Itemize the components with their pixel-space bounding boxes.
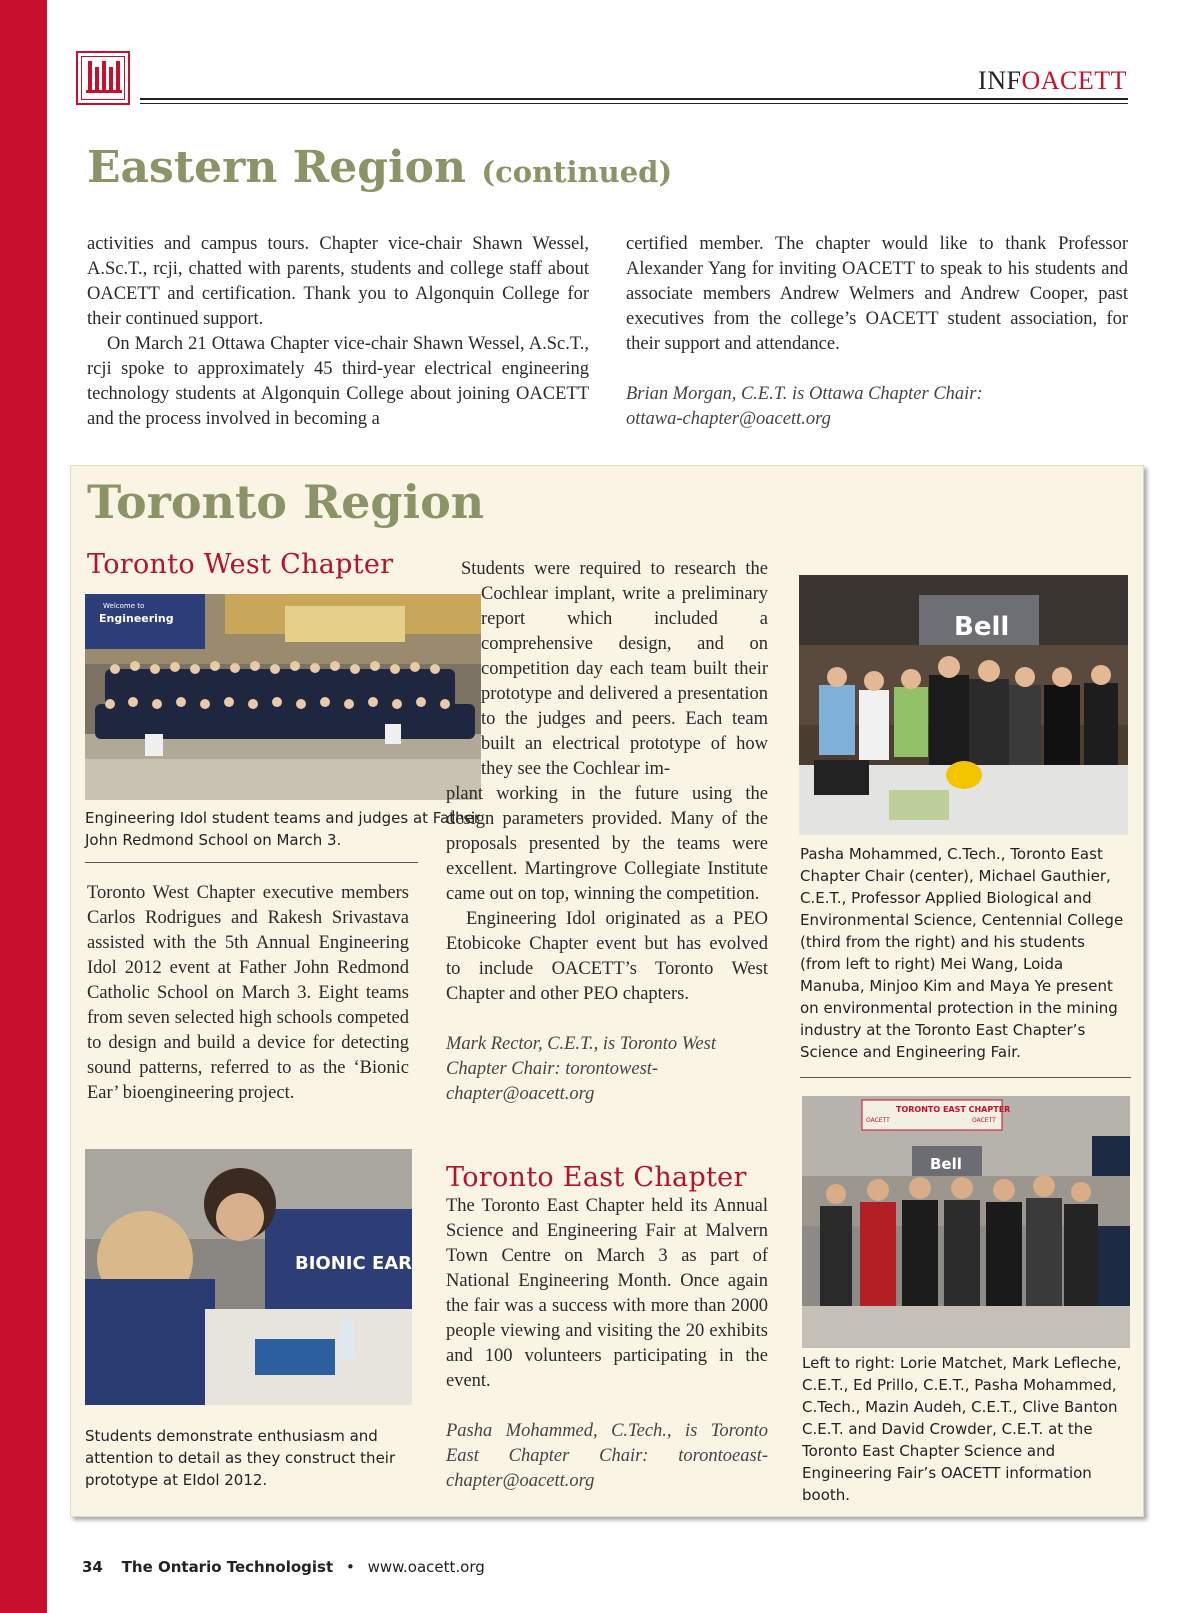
toronto-west-signature: Mark Rector, C.E.T., is Toronto West Chapter Chair: torontowest-chapter@oacett.org [446, 1034, 716, 1104]
caption-divider [800, 1077, 1131, 1078]
toronto-east-title: Toronto East Chapter [446, 1162, 747, 1193]
header-prefix: INF [978, 66, 1022, 95]
section-header [978, 66, 1127, 96]
toronto-west-title: Toronto West Chapter [87, 549, 394, 580]
photo-banner-logo-left: OACETT [866, 1117, 890, 1124]
toronto-region-title: Toronto Region [87, 475, 485, 529]
eastern-title-suffix: (continued) [481, 155, 673, 189]
oacett-logo [76, 51, 130, 105]
eastern-region-title [87, 142, 672, 193]
footer-bullet: • [345, 1558, 355, 1576]
photo-banner-text: Engineering [99, 612, 174, 625]
toronto-west-body [87, 881, 409, 1106]
eastern-signature: Brian Morgan, C.E.T. is Ottawa Chapter Chair: [626, 384, 983, 404]
toronto-west-paragraph: Toronto West Chapter executive members Carlos Rodrigues and Rakesh Srivastava assisted with the 5th Annual Engineering Idol 2012 event at Father John Redmond Catholic School on March 3. Eight teams from seven selected high schools competed to design and build a device for detecting sound patterns, referred to as the ‘Bionic Ear’ bioengineering project. [87, 883, 409, 1103]
eastern-paragraph: activities and campus tours. Chapter vice-chair Shawn Wessel, A.Sc.T., rcji, chatted with parents, students and college staff about OACETT and certification. Thank you to Algonquin College for their continued support. [87, 234, 589, 329]
toronto-west-middle-column [446, 557, 768, 1107]
caption-divider [85, 862, 418, 863]
photo-banner-small-text: Welcome to [103, 602, 145, 610]
toronto-east-body [446, 1194, 768, 1494]
middle-paragraph: Engineering Idol originated as a PEO Etobicoke Chapter event but has evolved to include OACETT’s Toronto West Chapter and other PEO chapters. [446, 909, 768, 1004]
header-rule-thin [140, 103, 1128, 104]
photo-shirt-text: BIONIC EAR [295, 1253, 412, 1274]
toronto-east-paragraph: The Toronto East Chapter held its Annual Science and Engineering Fair at Malvern Town Centre on March 3 as part of National Engineering Month. Once again the fair was a success with more than 2000 people viewing and visiting the 20 exhibits and 100 volunteers participating in the event. [446, 1196, 768, 1391]
toronto-east-signature: Pasha Mohammed, C.Tech., is Toronto East Chapter Chair: torontoeast-chapter@oacett.org [446, 1421, 768, 1491]
photo-bell-sign-2: Bell [930, 1155, 962, 1173]
eastern-column-2 [626, 232, 1128, 432]
header-accent: OACETT [1021, 66, 1127, 95]
publication-name: The Ontario Technologist [121, 1558, 334, 1576]
photo-banner-logo-right: OACETT [972, 1117, 996, 1124]
header-rule [140, 98, 1128, 100]
middle-indented-paragraph: Students were required to research the Cochlear implant, write a preliminary report which included a comprehensive design, and on competition day each team built their prototype and delivered a presentation to the judges and peers. Each team built an electrical prototype of how they see the Cochlear im- [461, 559, 768, 779]
idol-photo-caption: Engineering Idol student teams and judges at Father John Redmond School on March 3. [85, 809, 481, 849]
eastern-title-text: Eastern Region [87, 142, 467, 193]
left-red-bar [0, 0, 47, 1613]
middle-paragraph: plant working in the future using the design parameters provided. Many of the proposals presented by the teams were excellent. Martingrove Collegiate Institute came out on top, winning the competition. [446, 784, 768, 904]
science-fair-booth-photo [799, 575, 1128, 835]
eastern-paragraph: On March 21 Ottawa Chapter vice-chair Shawn Wessel, A.Sc.T., rcji spoke to approximately 45 third-year electrical engineering technology students at Algonquin College about joining OACETT and the process involved in becoming a [87, 334, 589, 429]
science-fair-booth-caption: Pasha Mohammed, C.Tech., Toronto East Chapter Chair (center), Michael Gauthier, C.E.T., Professor Applied Biological and Environmental Science, Centennial College (third from the right) and his students (from left to right) Mei Wang, Loida Manuba, Minjoo Kim and Maya Ye present on environmental protection in the mining industry at the Toronto East Chapter’s Science and Engineering Fair. [800, 845, 1124, 1061]
eastern-paragraph: certified member. The chapter would like to thank Professor Alexander Yang for inviting OACETT to speak to his students and associate members Andrew Welmers and Andrew Cooper, past executives from the college’s OACETT student association, for their support and attendance. [626, 234, 1128, 354]
page-footer [82, 1558, 485, 1576]
oacett-booth-caption: Left to right: Lorie Matchet, Mark Lefleche, C.E.T., Ed Prillo, C.E.T., Pasha Mohammed, C.Tech., Mazin Audeh, C.E.T., Clive Banton C.E.T. and David Crowder, C.E.T. at the Toronto East Chapter Science and Engineering Fair’s OACETT information booth. [802, 1354, 1122, 1504]
photo-bell-sign: Bell [954, 612, 1010, 642]
oacett-booth-volunteers-photo [802, 1096, 1130, 1348]
eastern-column-1 [87, 232, 589, 432]
eastern-signature-email: ottawa-chapter@oacett.org [626, 409, 831, 429]
page-number: 34 [82, 1558, 103, 1576]
prototype-photo-caption: Students demonstrate enthusiasm and attention to detail as they construct their prototype at EIdol 2012. [85, 1427, 396, 1489]
engineering-idol-group-photo [85, 594, 481, 800]
footer-url[interactable]: www.oacett.org [367, 1558, 485, 1576]
photo-banner-toronto-east: TORONTO EAST CHAPTER [896, 1105, 1011, 1114]
students-building-prototype-photo [85, 1149, 412, 1405]
